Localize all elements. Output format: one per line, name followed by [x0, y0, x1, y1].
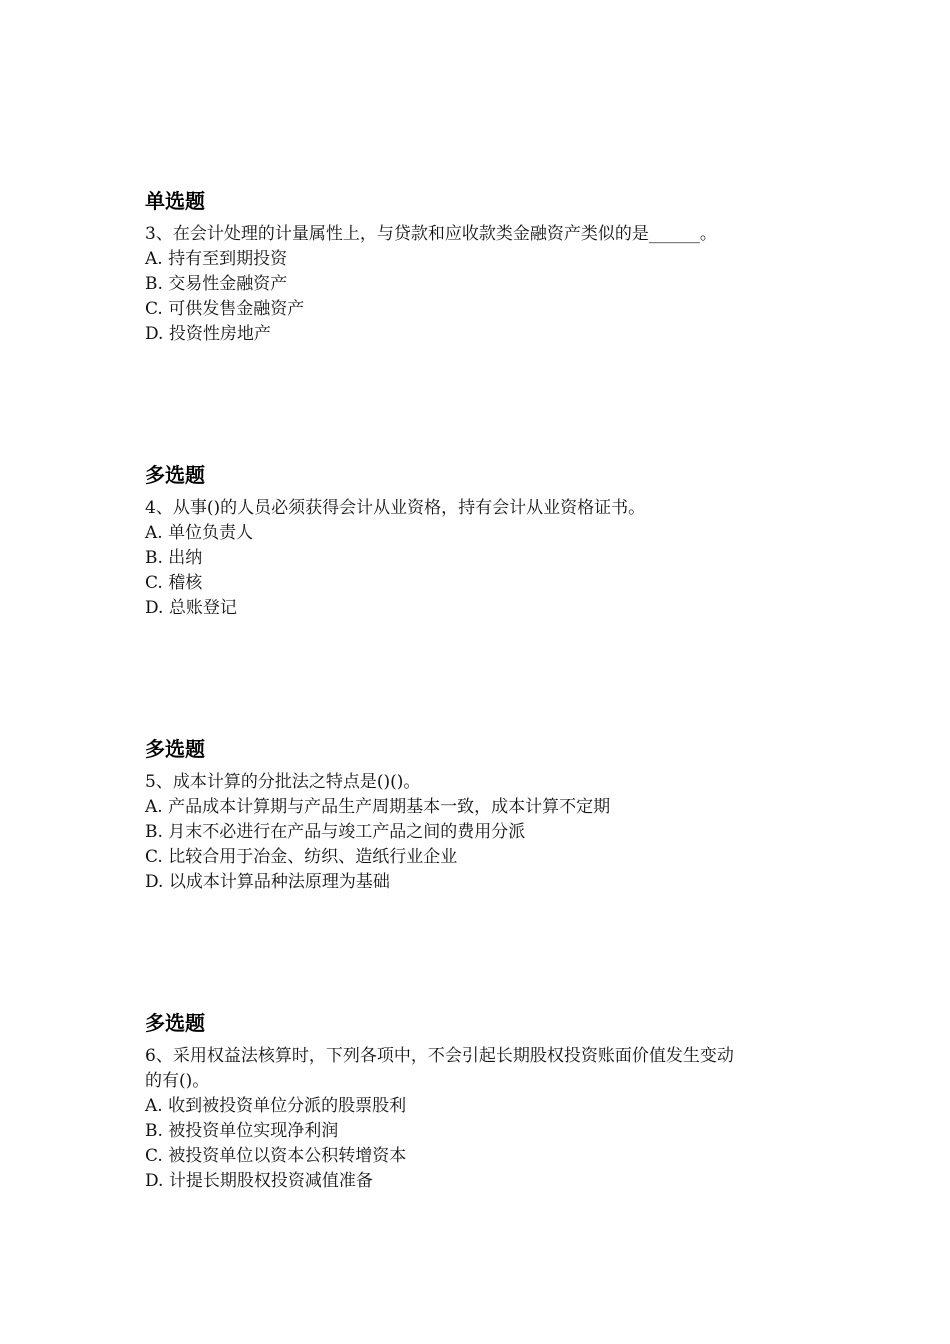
- question-type-heading: 多选题: [145, 737, 205, 761]
- option-c: C. 被投资单位以资本公积转增资本: [145, 1146, 407, 1166]
- question-stem-line: 的有()。: [145, 1071, 210, 1091]
- question-type-heading: 多选题: [145, 463, 205, 487]
- question-block-3: [145, 188, 845, 347]
- option-a: A. 持有至到期投资: [145, 249, 288, 269]
- option-b: B. 月末不必进行在产品与竣工产品之间的费用分派: [145, 822, 526, 842]
- option-c: C. 稽核: [145, 573, 203, 593]
- option-c: C. 可供发售金融资产: [145, 299, 305, 319]
- option-a: A. 收到被投资单位分派的股票股利: [145, 1096, 407, 1116]
- option-b: B. 被投资单位实现净利润: [145, 1121, 339, 1141]
- option-b: B. 出纳: [145, 548, 203, 568]
- option-d: D. 投资性房地产: [145, 324, 271, 344]
- option-d: D. 以成本计算品种法原理为基础: [145, 872, 390, 892]
- option-d: D. 计提长期股权投资减值准备: [145, 1171, 373, 1191]
- question-stem-line: 5、成本计算的分批法之特点是()()。: [145, 772, 421, 792]
- question-stem-line: 6、采用权益法核算时，下列各项中，不会引起长期股权投资账面价值发生变动: [145, 1046, 734, 1066]
- question-block-5: [145, 736, 845, 895]
- option-a: A. 单位负责人: [145, 523, 254, 543]
- question-stem-line: 3、在会计处理的计量属性上，与贷款和应收款类金融资产类似的是______。: [145, 224, 717, 244]
- question-type-heading: 多选题: [145, 1011, 205, 1035]
- question-stem-line: 4、从事()的人员必须获得会计从业资格，持有会计从业资格证书。: [145, 498, 646, 518]
- option-a: A. 产品成本计算期与产品生产周期基本一致，成本计算不定期: [145, 797, 611, 817]
- option-b: B. 交易性金融资产: [145, 274, 288, 294]
- question-type-heading: 单选题: [145, 189, 205, 213]
- option-d: D. 总账登记: [145, 598, 237, 618]
- question-block-4: [145, 462, 845, 621]
- question-block-6: [145, 1010, 845, 1194]
- option-c: C. 比较合用于冶金、纺织、造纸行业企业: [145, 847, 458, 867]
